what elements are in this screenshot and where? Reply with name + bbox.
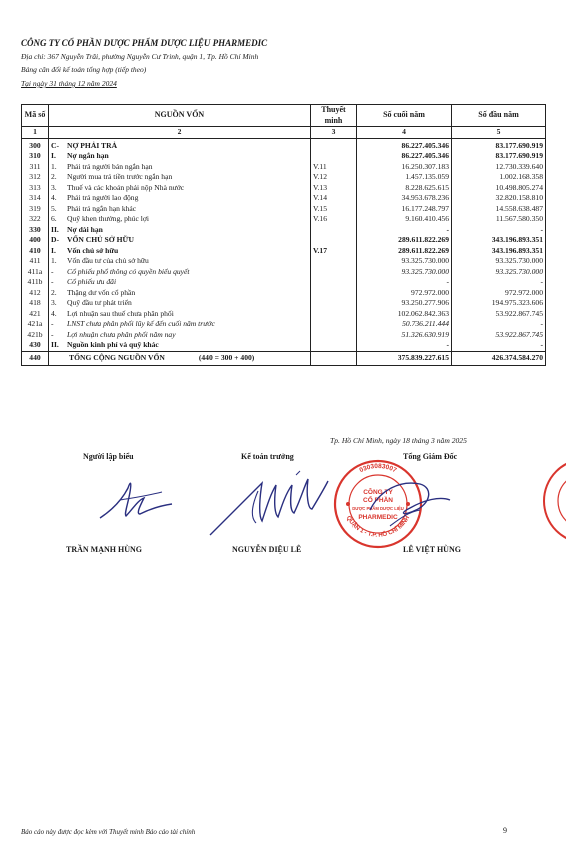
header-begin-year: Số đầu năm xyxy=(452,105,546,127)
footer-note: Báo cáo này được đọc kèm với Thuyết minh Báo cáo tài chính xyxy=(21,828,196,836)
row-code: 421 xyxy=(22,309,49,320)
row-end-year: 86.227.405.346 xyxy=(357,138,452,151)
row-begin-year: 12.730.339.640 xyxy=(452,162,546,173)
row-begin-year: 194.975.323.606 xyxy=(452,298,546,309)
row-begin-year: 11.567.580.350 xyxy=(452,214,546,225)
company-address: Địa chỉ: 367 Nguyễn Trãi, phường Nguyễn Cư Trinh, quận 1, Tp. Hồ Chí Minh xyxy=(21,52,259,61)
row-name: Quỹ đầu tư phát triển xyxy=(67,298,132,307)
row-name: Vốn chủ sở hữu xyxy=(67,245,119,255)
row-label xyxy=(49,277,311,288)
row-label xyxy=(49,204,311,215)
table-row xyxy=(22,246,546,257)
row-begin-year: - xyxy=(452,319,546,330)
row-begin-year: - xyxy=(452,277,546,288)
row-begin-year: 93.325.730.000 xyxy=(452,267,546,278)
row-label xyxy=(49,193,311,204)
row-end-year: - xyxy=(357,340,452,351)
row-name: Phải trả ngắn hạn khác xyxy=(67,203,137,213)
row-begin-year: 343.196.893.351 xyxy=(452,235,546,246)
table-row xyxy=(22,172,546,183)
row-name: Cổ phiếu ưu đãi xyxy=(67,277,117,286)
table-row xyxy=(22,298,546,309)
row-begin-year: 343.196.893.351 xyxy=(452,246,546,257)
table-row xyxy=(22,162,546,173)
row-code: 418 xyxy=(22,298,49,309)
table-row xyxy=(22,225,546,236)
table-row xyxy=(22,319,546,330)
table-row xyxy=(22,309,546,320)
row-begin-year: 32.820.158.810 xyxy=(452,193,546,204)
row-code: 421b xyxy=(22,330,49,341)
row-index: D- xyxy=(51,235,60,244)
row-note xyxy=(311,288,357,299)
row-label xyxy=(49,214,311,225)
row-index: I. xyxy=(51,245,56,255)
row-end-year: 16.177.248.797 xyxy=(357,204,452,215)
row-end-year: 9.160.410.456 xyxy=(357,214,452,225)
row-label xyxy=(49,162,311,173)
row-begin-year: - xyxy=(452,340,546,351)
table-row xyxy=(22,267,546,278)
table-row xyxy=(22,193,546,204)
row-note: V.12 xyxy=(311,172,357,183)
row-label xyxy=(49,319,311,330)
row-name: Nguồn kinh phí và quỹ khác xyxy=(67,340,159,349)
row-end-year: 50.736.211.444 xyxy=(357,319,452,330)
row-note: V.16 xyxy=(311,214,357,225)
row-note xyxy=(311,309,357,320)
header-note: Thuyết minh xyxy=(311,105,357,127)
row-index: 4. xyxy=(51,308,57,318)
row-index: - xyxy=(51,329,54,339)
report-title: Bảng cân đối kế toán tổng hợp (tiếp theo) xyxy=(21,65,147,74)
total-note xyxy=(311,351,357,365)
col-number: 2 xyxy=(49,127,311,139)
row-name: Lợi nhuận sau thuế chưa phân phối xyxy=(67,308,174,318)
table-row xyxy=(22,277,546,288)
total-formula: (440 = 300 + 400) xyxy=(198,352,255,362)
row-note xyxy=(311,267,357,278)
row-index: - xyxy=(51,277,54,286)
row-note xyxy=(311,298,357,309)
row-code: 330 xyxy=(22,225,49,236)
total-end-year: 375.839.227.615 xyxy=(357,351,452,365)
seal-line4: PHARMEDIC xyxy=(358,514,398,521)
row-label xyxy=(49,235,311,246)
row-code: 319 xyxy=(22,204,49,215)
row-begin-year: - xyxy=(452,225,546,236)
row-name: Cổ phiếu phổ thông có quyền biểu quyết xyxy=(67,266,190,276)
row-code: 411a xyxy=(22,267,49,278)
row-label xyxy=(49,246,311,257)
row-name: Phải trả người bán ngắn hạn xyxy=(67,161,153,171)
accountant-title: Kế toán trưởng xyxy=(241,452,294,461)
director-signature xyxy=(350,470,460,540)
row-index: I. xyxy=(51,151,56,160)
preparer-title: Người lập biểu xyxy=(83,452,134,461)
row-name: Quỹ khen thưởng, phúc lợi xyxy=(67,214,149,223)
row-note: V.15 xyxy=(311,204,357,215)
director-title: Tổng Giám Đốc xyxy=(403,452,458,461)
row-code: 411 xyxy=(22,256,49,267)
row-code: 430 xyxy=(22,340,49,351)
row-note: V.14 xyxy=(311,193,357,204)
table-row xyxy=(22,151,546,162)
row-end-year: 93.325.730.000 xyxy=(357,267,452,278)
row-index: 6. xyxy=(51,214,57,223)
row-name: Người mua trả tiền trước ngắn hạn xyxy=(67,172,173,181)
table-row xyxy=(22,183,546,194)
row-begin-year: 1.002.168.358 xyxy=(452,172,546,183)
row-note: V.11 xyxy=(311,162,357,173)
row-code: 411b xyxy=(22,277,49,288)
seal-line3: DƯỢC PHẨM DƯỢC LIỆU xyxy=(352,506,404,511)
accountant-signature xyxy=(200,465,350,540)
adjacent-seal-fragment xyxy=(542,455,566,545)
row-code: 313 xyxy=(22,183,49,194)
table-row xyxy=(22,138,546,151)
row-label xyxy=(49,183,311,194)
row-note xyxy=(311,277,357,288)
col-number: 5 xyxy=(452,127,546,139)
total-label xyxy=(49,351,311,365)
table-row xyxy=(22,214,546,225)
row-code: 410 xyxy=(22,246,49,257)
total-code: 440 xyxy=(22,351,49,365)
row-name: Nợ ngắn hạn xyxy=(67,151,109,160)
row-code: 322 xyxy=(22,214,49,225)
row-begin-year: 10.498.805.274 xyxy=(452,183,546,194)
row-begin-year: 93.325.730.000 xyxy=(452,256,546,267)
row-label xyxy=(49,330,311,341)
signature-date: Tp. Hồ Chí Minh, ngày 18 tháng 3 năm 2025 xyxy=(330,436,467,445)
row-end-year: 1.457.135.059 xyxy=(357,172,452,183)
row-name: Thặng dư vốn cổ phần xyxy=(67,287,136,297)
row-label xyxy=(49,138,311,151)
row-end-year: 102.062.842.363 xyxy=(357,309,452,320)
row-name: Nợ dài hạn xyxy=(67,224,103,234)
row-note xyxy=(311,225,357,236)
row-index: 4. xyxy=(51,193,57,202)
company-name: CÔNG TY CỔ PHẦN DƯỢC PHẨM DƯỢC LIỆU PHARMEDIC xyxy=(21,38,268,48)
row-label xyxy=(49,288,311,299)
header-source: NGUỒN VỐN xyxy=(49,105,311,127)
row-begin-year: 972.972.000 xyxy=(452,288,546,299)
row-name: Lợi nhuận chưa phân phối năm nay xyxy=(67,329,176,339)
page-number: 9 xyxy=(503,826,507,835)
seal-top-text: 0303083007 xyxy=(358,462,398,475)
row-end-year: 289.611.822.269 xyxy=(357,246,452,257)
seal-line2: CỔ PHẦN xyxy=(363,497,393,504)
row-index: - xyxy=(51,319,54,328)
row-index: - xyxy=(51,266,54,276)
row-end-year: 972.972.000 xyxy=(357,288,452,299)
row-begin-year: 83.177.690.919 xyxy=(452,138,546,151)
col-number: 4 xyxy=(357,127,452,139)
row-label xyxy=(49,225,311,236)
table-row xyxy=(22,235,546,246)
row-note: V.13 xyxy=(311,183,357,194)
row-end-year: 51.326.630.919 xyxy=(357,330,452,341)
table-row xyxy=(22,256,546,267)
row-note: V.17 xyxy=(311,246,357,257)
row-code: 310 xyxy=(22,151,49,162)
total-begin-year: 426.374.584.270 xyxy=(452,351,546,365)
row-index: 3. xyxy=(51,298,57,307)
balance-sheet-table xyxy=(21,104,546,366)
row-index: 2. xyxy=(51,287,57,297)
row-code: 314 xyxy=(22,193,49,204)
table-row xyxy=(22,288,546,299)
row-label xyxy=(49,267,311,278)
col-number: 3 xyxy=(311,127,357,139)
row-label xyxy=(49,256,311,267)
row-code: 312 xyxy=(22,172,49,183)
table-row xyxy=(22,340,546,351)
row-index: II. xyxy=(51,340,59,349)
row-name: Vốn đầu tư của chủ sở hữu xyxy=(67,256,149,265)
row-code: 311 xyxy=(22,162,49,173)
row-note xyxy=(311,256,357,267)
table-header-row xyxy=(22,105,546,127)
row-label xyxy=(49,151,311,162)
row-note xyxy=(311,235,357,246)
row-name: VỐN CHỦ SỞ HỮU xyxy=(67,235,135,244)
row-index: 2. xyxy=(51,172,57,181)
table-row xyxy=(22,204,546,215)
header-end-year: Số cuối năm xyxy=(357,105,452,127)
row-label xyxy=(49,340,311,351)
row-end-year: 16.250.307.183 xyxy=(357,162,452,173)
total-name: TỔNG CỘNG NGUỒN VỐN xyxy=(69,352,165,362)
seal-line1: CÔNG TY xyxy=(363,489,393,496)
row-end-year: 34.953.678.236 xyxy=(357,193,452,204)
row-note xyxy=(311,319,357,330)
row-end-year: - xyxy=(357,277,452,288)
total-row xyxy=(22,351,546,365)
row-code: 412 xyxy=(22,288,49,299)
row-begin-year: 53.922.867.745 xyxy=(452,309,546,320)
header-code: Mã số xyxy=(22,105,49,127)
report-date: Tại ngày 31 tháng 12 năm 2024 xyxy=(21,79,117,88)
row-index: 1. xyxy=(51,256,57,265)
director-name: LÊ VIỆT HÙNG xyxy=(403,545,461,554)
row-begin-year: 83.177.690.919 xyxy=(452,151,546,162)
row-end-year: 93.325.730.000 xyxy=(357,256,452,267)
row-name: LNST chưa phân phối lũy kế đến cuối năm trước xyxy=(67,319,215,328)
seal-bottom-text: QUẬN 1 - T.P. HỒ CHÍ MINH xyxy=(344,515,412,539)
row-end-year: 289.611.822.269 xyxy=(357,235,452,246)
row-code: 400 xyxy=(22,235,49,246)
preparer-signature xyxy=(92,470,182,530)
row-label xyxy=(49,172,311,183)
row-note xyxy=(311,330,357,341)
row-begin-year: 53.922.867.745 xyxy=(452,330,546,341)
row-label xyxy=(49,298,311,309)
row-name: Thuế và các khoản phải nộp Nhà nước xyxy=(67,182,185,192)
row-end-year: - xyxy=(357,225,452,236)
row-index: II. xyxy=(51,224,59,234)
row-index: 1. xyxy=(51,161,57,171)
table-body xyxy=(22,138,546,351)
row-note xyxy=(311,138,357,151)
row-note xyxy=(311,151,357,162)
row-index: C- xyxy=(51,140,60,150)
row-name: NỢ PHẢI TRẢ xyxy=(67,140,118,150)
row-index: 5. xyxy=(51,203,57,213)
accountant-name: NGUYỄN DIỆU LÊ xyxy=(232,545,302,554)
row-end-year: 8.228.625.615 xyxy=(357,183,452,194)
column-number-row xyxy=(22,127,546,139)
row-end-year: 93.250.277.906 xyxy=(357,298,452,309)
row-name: Phải trả người lao động xyxy=(67,193,139,202)
row-note xyxy=(311,340,357,351)
row-end-year: 86.227.405.346 xyxy=(357,151,452,162)
preparer-name: TRẦN MẠNH HÙNG xyxy=(66,545,142,554)
row-code: 300 xyxy=(22,138,49,151)
row-begin-year: 14.558.638.487 xyxy=(452,204,546,215)
col-number: 1 xyxy=(22,127,49,139)
table-row xyxy=(22,330,546,341)
row-label xyxy=(49,309,311,320)
row-index: 3. xyxy=(51,182,57,192)
row-code: 421a xyxy=(22,319,49,330)
